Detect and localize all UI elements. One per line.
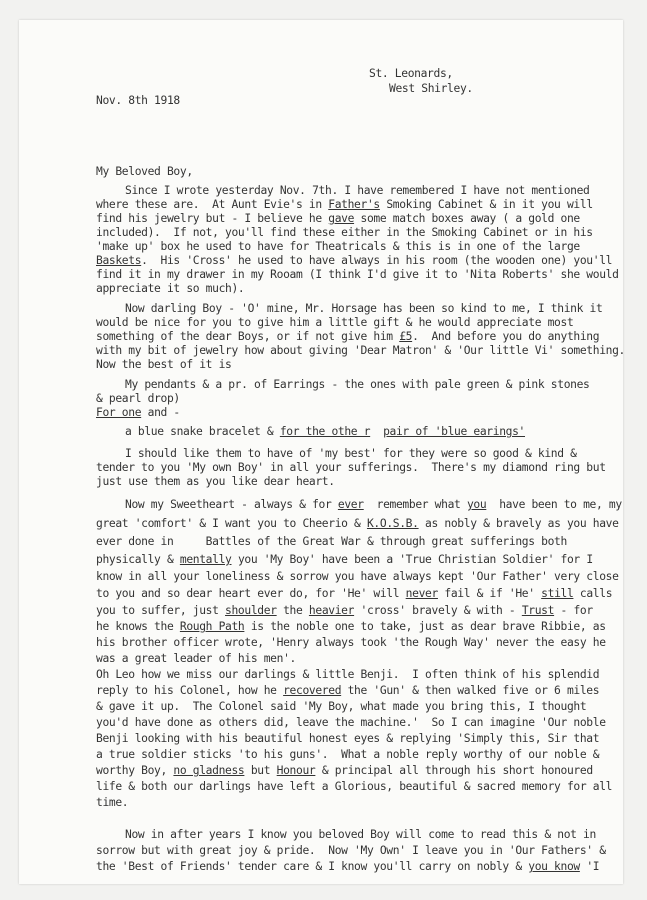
- body-line: Since I wrote yesterday Nov. 7th. I have remembered I have not mentioned: [125, 184, 590, 197]
- body-line: For one and -: [96, 406, 180, 419]
- body-line: find it in my drawer in my Rooam (I think I'd give it to 'Nita Roberts' she would: [96, 268, 619, 281]
- body-line: My pendants & a pr. of Earrings - the ones with pale green & pink stones: [125, 378, 590, 391]
- address-line-2: West Shirley.: [389, 82, 473, 95]
- body-line: reply to his Colonel, how he recovered the 'Gun' & then walked five or 6 miles: [96, 684, 600, 697]
- body-line: I should like them to have of 'my best' for they were so good & kind &: [125, 447, 577, 460]
- body-line: he knows the Rough Path is the noble one to take, just as dear brave Ribbie, as: [96, 620, 606, 633]
- body-line: appreciate it so much).: [96, 282, 245, 295]
- body-line: you to suffer, just shoulder the heavier 'cross' bravely & with - Trust - for: [96, 604, 593, 617]
- body-line: the 'Best of Friends' tender care & I know you'll carry on nobly & you know 'I: [96, 860, 600, 873]
- body-line: included). If not, you'll find these either in the Smoking Cabinet or in his: [96, 226, 593, 239]
- body-line: a blue snake bracelet & for the othe r pair of 'blue earings': [125, 425, 526, 438]
- body-line: Baskets. His 'Cross' he used to have always in his room (the wooden one) you'll: [96, 254, 613, 267]
- body-line: where these are. At Aunt Evie's in Father's Smoking Cabinet & in it you will: [96, 198, 593, 211]
- body-line: was a great leader of his men'.: [96, 652, 296, 665]
- body-line: Now my Sweetheart - always & for ever remember what you have been to me, my: [125, 498, 622, 511]
- body-line: time.: [96, 796, 129, 809]
- body-line: Benji looking with his beautiful honest eyes & replying 'Simply this, Sir that: [96, 732, 600, 745]
- body-line: a true soldier sticks 'to his guns'. What a noble reply worthy of our noble &: [96, 748, 600, 761]
- body-line: 'make up' box he used to have for Theatricals & this is in one of the large: [96, 240, 580, 253]
- letter-page: [19, 20, 626, 884]
- body-line: his brother officer wrote, 'Henry always took 'the Rough Way' never the easy he: [96, 636, 606, 649]
- body-line: would be nice for you to give him a little gift & he would appreciate most: [96, 316, 574, 329]
- letter-date: Nov. 8th 1918: [96, 94, 180, 107]
- body-line: find his jewelry but - I believe he gave some match boxes away ( a gold one: [96, 212, 580, 225]
- body-line: sorrow but with great joy & pride. Now 'My Own' I leave you in 'Our Fathers' &: [96, 844, 606, 857]
- body-line: life & both our darlings have left a Glorious, beautiful & sacred memory for all: [96, 780, 613, 793]
- body-line: Now darling Boy - 'O' mine, Mr. Horsage has been so kind to me, I think it: [125, 302, 603, 315]
- address-line-1: St. Leonards,: [369, 67, 453, 80]
- body-line: physically & mentally you 'My Boy' have been a 'True Christian Soldier' for I: [96, 553, 593, 566]
- body-line: you'd have done as others did, leave the machine.' So I can imagine 'Our noble: [96, 716, 606, 729]
- body-line: worthy Boy, no gladness but Honour & principal all through his short honoured: [96, 764, 593, 777]
- body-line: know in all your loneliness & sorrow you have always kept 'Our Father' very close: [96, 570, 619, 583]
- body-line: to you and so dear heart ever do, for 'He' will never fail & if 'He' still calls: [96, 587, 613, 600]
- body-line: just use them as you like dear heart.: [96, 475, 335, 488]
- body-line: & pearl drop): [96, 392, 180, 405]
- body-line: Now in after years I know you beloved Boy will come to read this & not in: [125, 828, 596, 841]
- body-line: Now the best of it is: [96, 358, 232, 371]
- salutation: My Beloved Boy,: [96, 165, 193, 178]
- body-line: Oh Leo how we miss our darlings & little Benji. I often think of his splendid: [96, 668, 600, 681]
- body-line: something of the dear Boys, or if not give him £5. And before you do anything: [96, 330, 600, 343]
- body-line: tender to you 'My own Boy' in all your sufferings. There's my diamond ring but: [96, 461, 606, 474]
- body-line: ever done in Battles of the Great War & through great sufferings both: [96, 535, 567, 548]
- body-line: great 'comfort' & I want you to Cheerio & K.O.S.B. as nobly & bravely as you have: [96, 517, 619, 530]
- body-line: & gave it up. The Colonel said 'My Boy, what made you bring this, I thought: [96, 700, 587, 713]
- body-line: with my bit of jewelry how about giving 'Dear Matron' & 'Our little Vi' something.: [96, 344, 626, 357]
